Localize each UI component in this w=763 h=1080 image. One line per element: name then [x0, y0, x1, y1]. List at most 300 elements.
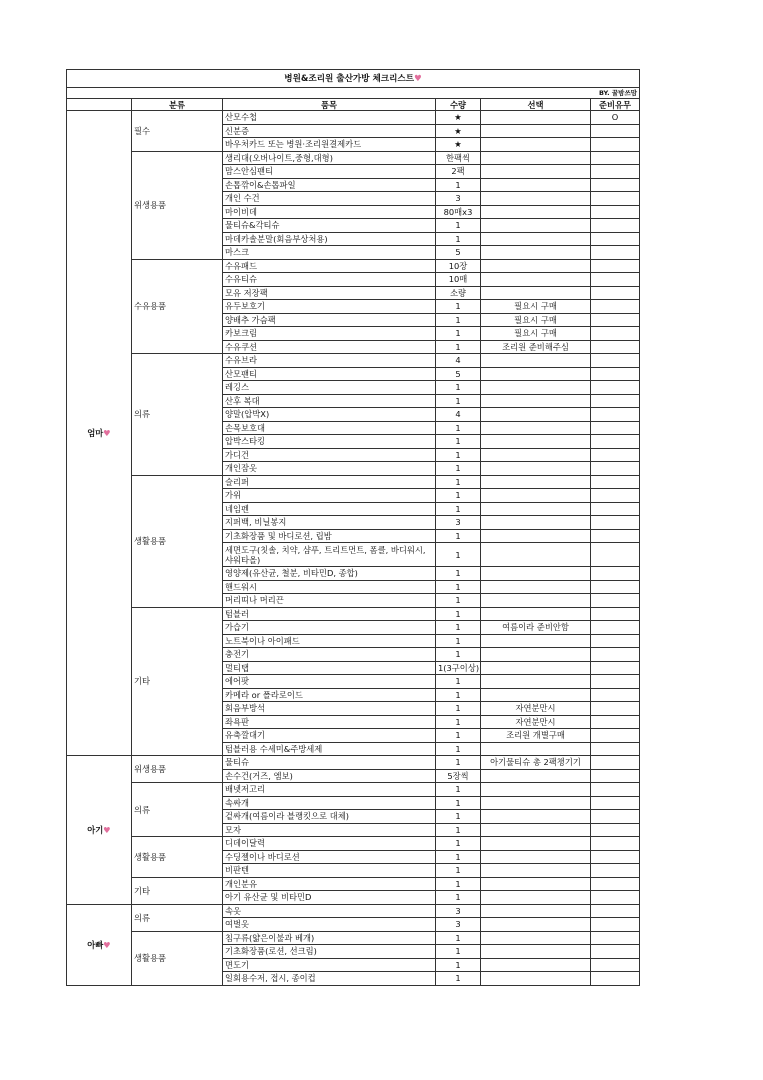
item-qty: 1	[436, 594, 481, 608]
category-cell: 생활용품	[132, 837, 223, 878]
item-qty: 5장씩	[436, 769, 481, 783]
table-row	[67, 151, 640, 165]
item-name: 머리띠나 머리끈	[223, 594, 436, 608]
category-cell: 위생용품	[132, 756, 223, 783]
heart-icon: ♥	[103, 824, 111, 835]
author-row	[67, 88, 640, 99]
item-ready	[591, 810, 640, 824]
item-name: 충전기	[223, 648, 436, 662]
checklist-table	[66, 69, 640, 986]
item-qty: 1	[436, 327, 481, 341]
category-cell: 의류	[132, 354, 223, 476]
item-qty: 1	[436, 313, 481, 327]
item-choice: 필요시 구매	[481, 313, 591, 327]
item-choice	[481, 435, 591, 449]
item-choice	[481, 408, 591, 422]
category-cell: 생활용품	[132, 931, 223, 985]
category-cell: 위생용품	[132, 151, 223, 259]
item-qty: 1	[436, 972, 481, 986]
item-name: 손수건(거즈, 엠보)	[223, 769, 436, 783]
item-choice	[481, 273, 591, 287]
item-choice	[481, 502, 591, 516]
item-qty: 1	[436, 340, 481, 354]
item-name: 겉싸개(여름이라 블랭킷으로 대체)	[223, 810, 436, 824]
item-choice	[481, 543, 591, 567]
title-row	[67, 70, 640, 88]
item-name: 손목보호대	[223, 421, 436, 435]
item-name: 네임펜	[223, 502, 436, 516]
item-ready	[591, 232, 640, 246]
item-qty: 1(3구이상)	[436, 661, 481, 675]
item-choice	[481, 567, 591, 581]
item-name: 개인 수건	[223, 192, 436, 206]
heart-icon: ♥	[103, 939, 111, 950]
group-label: 엄마	[87, 428, 104, 438]
item-qty: 80매x3	[436, 205, 481, 219]
item-name: 산후 복대	[223, 394, 436, 408]
item-name: 노트북이나 아이패드	[223, 634, 436, 648]
item-choice: 자연분만시	[481, 715, 591, 729]
item-choice	[481, 661, 591, 675]
header-category: 분류	[132, 99, 223, 111]
item-ready	[591, 688, 640, 702]
item-choice	[481, 246, 591, 260]
item-ready	[591, 259, 640, 273]
item-ready	[591, 756, 640, 770]
item-qty: 1	[436, 607, 481, 621]
item-ready	[591, 300, 640, 314]
item-choice	[481, 837, 591, 851]
item-choice: 조리원 개별구매	[481, 729, 591, 743]
item-name: 멀티탭	[223, 661, 436, 675]
item-choice	[481, 354, 591, 368]
item-name: 유두보호기	[223, 300, 436, 314]
item-qty: 10매	[436, 273, 481, 287]
item-ready	[591, 715, 640, 729]
item-choice	[481, 286, 591, 300]
item-qty: 1	[436, 381, 481, 395]
item-name: 개인분유	[223, 877, 436, 891]
item-choice	[481, 516, 591, 530]
item-ready	[591, 340, 640, 354]
item-qty: 1	[436, 567, 481, 581]
header-group	[67, 99, 132, 111]
item-choice	[481, 421, 591, 435]
item-name: 물티슈&각티슈	[223, 219, 436, 233]
item-name: 수유패드	[223, 259, 436, 273]
item-choice	[481, 931, 591, 945]
item-ready	[591, 313, 640, 327]
item-qty: 1	[436, 715, 481, 729]
item-name: 일회용수저, 접시, 종이컵	[223, 972, 436, 986]
item-ready	[591, 448, 640, 462]
item-name: 마이비데	[223, 205, 436, 219]
item-choice	[481, 675, 591, 689]
item-qty: 3	[436, 516, 481, 530]
item-choice	[481, 367, 591, 381]
item-name: 손톱깎이&손톱파일	[223, 178, 436, 192]
item-ready	[591, 850, 640, 864]
item-name: 카메라 or 폴라로이드	[223, 688, 436, 702]
header-choice: 선택	[481, 99, 591, 111]
item-ready	[591, 151, 640, 165]
item-choice: 여름이라 준비안함	[481, 621, 591, 635]
item-qty: 1	[436, 502, 481, 516]
item-name: 산모팬티	[223, 367, 436, 381]
item-ready	[591, 178, 640, 192]
item-ready	[591, 594, 640, 608]
item-name: 수유티슈	[223, 273, 436, 287]
item-ready	[591, 273, 640, 287]
item-ready	[591, 904, 640, 918]
item-name: 카보크림	[223, 327, 436, 341]
item-choice	[481, 594, 591, 608]
item-qty: 1	[436, 421, 481, 435]
item-qty: 1	[436, 877, 481, 891]
category-cell: 생활용품	[132, 475, 223, 607]
item-ready	[591, 219, 640, 233]
item-ready	[591, 529, 640, 543]
item-choice	[481, 178, 591, 192]
item-qty: 1	[436, 621, 481, 635]
table-row	[67, 756, 640, 770]
item-qty: 소량	[436, 286, 481, 300]
author-label: BY. 꿀밤쓰맘	[67, 88, 640, 99]
item-name: 가위	[223, 489, 436, 503]
category-cell: 의류	[132, 783, 223, 837]
item-qty: 1	[436, 634, 481, 648]
item-name: 기초화장품 및 바디로션, 립밤	[223, 529, 436, 543]
item-qty: 3	[436, 192, 481, 206]
item-ready	[591, 783, 640, 797]
item-choice	[481, 138, 591, 152]
item-qty: 1	[436, 580, 481, 594]
item-choice	[481, 891, 591, 905]
item-choice	[481, 783, 591, 797]
item-qty: 1	[436, 864, 481, 878]
table-row	[67, 607, 640, 621]
item-name: 속싸개	[223, 796, 436, 810]
item-name: 슬리퍼	[223, 475, 436, 489]
table-row	[67, 111, 640, 125]
item-qty: 1	[436, 837, 481, 851]
category-cell: 의류	[132, 904, 223, 931]
item-name: 바우처카드 또는 병원·조리원결제카드	[223, 138, 436, 152]
item-name: 가디건	[223, 448, 436, 462]
table-row	[67, 354, 640, 368]
item-name: 지퍼백, 비닐봉지	[223, 516, 436, 530]
item-ready	[591, 580, 640, 594]
item-choice	[481, 877, 591, 891]
item-ready	[591, 408, 640, 422]
item-qty: 1	[436, 756, 481, 770]
item-choice	[481, 205, 591, 219]
item-qty: ★	[436, 111, 481, 125]
category-cell: 기타	[132, 877, 223, 904]
item-qty: 1	[436, 945, 481, 959]
item-name: 기초화장품(로션, 선크림)	[223, 945, 436, 959]
item-choice	[481, 219, 591, 233]
item-name: 회음부방석	[223, 702, 436, 716]
item-ready	[591, 394, 640, 408]
item-ready	[591, 138, 640, 152]
item-qty: 1	[436, 435, 481, 449]
item-name: 핸드워시	[223, 580, 436, 594]
header-ready: 준비유무	[591, 99, 640, 111]
item-qty: 1	[436, 219, 481, 233]
item-qty: 5	[436, 246, 481, 260]
item-qty: 1	[436, 543, 481, 567]
item-qty: 1	[436, 729, 481, 743]
item-name: 압박스타킹	[223, 435, 436, 449]
item-ready	[591, 796, 640, 810]
item-name: 마데카솔분말(회음부상처용)	[223, 232, 436, 246]
item-choice	[481, 259, 591, 273]
header-row	[67, 99, 640, 111]
item-ready	[591, 192, 640, 206]
item-qty: 1	[436, 850, 481, 864]
item-qty: 3	[436, 918, 481, 932]
item-ready	[591, 124, 640, 138]
item-name: 맘스안심팬티	[223, 165, 436, 179]
item-name: 모유 저장팩	[223, 286, 436, 300]
item-qty: 1	[436, 675, 481, 689]
item-ready	[591, 354, 640, 368]
item-qty: 1	[436, 462, 481, 476]
item-name: 양말(압박X)	[223, 408, 436, 422]
item-choice	[481, 918, 591, 932]
item-qty: 4	[436, 354, 481, 368]
item-ready	[591, 607, 640, 621]
item-ready	[591, 675, 640, 689]
item-qty: 1	[436, 742, 481, 756]
item-name: 비판텐	[223, 864, 436, 878]
item-ready	[591, 877, 640, 891]
item-qty: 1	[436, 688, 481, 702]
item-name: 텀블러	[223, 607, 436, 621]
item-name: 생리대(오버나이트,중형,대형)	[223, 151, 436, 165]
item-qty: 1	[436, 394, 481, 408]
item-qty: 1	[436, 648, 481, 662]
item-choice	[481, 904, 591, 918]
item-choice	[481, 972, 591, 986]
item-ready	[591, 958, 640, 972]
item-ready	[591, 769, 640, 783]
item-ready	[591, 634, 640, 648]
item-choice	[481, 850, 591, 864]
item-ready	[591, 648, 640, 662]
item-ready	[591, 729, 640, 743]
item-name: 디데이달력	[223, 837, 436, 851]
item-ready	[591, 435, 640, 449]
item-choice	[481, 810, 591, 824]
header-qty: 수량	[436, 99, 481, 111]
item-qty: 4	[436, 408, 481, 422]
item-choice	[481, 580, 591, 594]
item-qty: 5	[436, 367, 481, 381]
title-cell	[67, 70, 640, 88]
item-qty: 1	[436, 178, 481, 192]
group-cell	[67, 756, 132, 905]
item-choice	[481, 165, 591, 179]
group-label: 아빠	[87, 939, 104, 950]
item-name: 가습기	[223, 621, 436, 635]
item-qty: 1	[436, 529, 481, 543]
item-ready	[591, 864, 640, 878]
item-choice	[481, 475, 591, 489]
item-ready	[591, 462, 640, 476]
item-name: 개인잠옷	[223, 462, 436, 476]
item-name: 면도기	[223, 958, 436, 972]
item-ready	[591, 972, 640, 986]
item-choice	[481, 769, 591, 783]
item-choice	[481, 648, 591, 662]
item-ready	[591, 945, 640, 959]
item-choice: 조리원 준비해주심	[481, 340, 591, 354]
item-ready	[591, 891, 640, 905]
group-label: 아기	[87, 824, 104, 835]
table-row	[67, 931, 640, 945]
item-choice	[481, 864, 591, 878]
item-choice	[481, 742, 591, 756]
table-row	[67, 475, 640, 489]
item-qty: 1	[436, 823, 481, 837]
category-cell: 수유용품	[132, 259, 223, 354]
table-row	[67, 783, 640, 797]
table-row	[67, 837, 640, 851]
item-name: 영양제(유산균, 철분, 비타민D, 종합)	[223, 567, 436, 581]
item-choice	[481, 607, 591, 621]
item-choice	[481, 489, 591, 503]
table-row	[67, 877, 640, 891]
item-ready	[591, 421, 640, 435]
item-qty: 1	[436, 489, 481, 503]
item-choice	[481, 151, 591, 165]
item-qty: 1	[436, 702, 481, 716]
item-ready	[591, 931, 640, 945]
item-qty: 1	[436, 810, 481, 824]
item-ready	[591, 367, 640, 381]
item-name: 신분증	[223, 124, 436, 138]
item-choice: 자연분만시	[481, 702, 591, 716]
item-choice: 필요시 구매	[481, 327, 591, 341]
item-qty: 1	[436, 796, 481, 810]
item-qty: 1	[436, 931, 481, 945]
item-name: 텀블러용 수세미&주방세제	[223, 742, 436, 756]
item-ready	[591, 286, 640, 300]
table-row	[67, 904, 640, 918]
item-ready	[591, 661, 640, 675]
item-choice	[481, 381, 591, 395]
item-ready	[591, 246, 640, 260]
item-name: 에어팟	[223, 675, 436, 689]
table-row	[67, 259, 640, 273]
item-choice	[481, 634, 591, 648]
item-qty: 한팩씩	[436, 151, 481, 165]
item-choice: 필요시 구매	[481, 300, 591, 314]
item-qty: 10장	[436, 259, 481, 273]
item-ready	[591, 742, 640, 756]
item-name: 유축깔대기	[223, 729, 436, 743]
item-name: 속옷	[223, 904, 436, 918]
category-cell: 필수	[132, 111, 223, 152]
item-name: 물티슈	[223, 756, 436, 770]
heart-icon: ♥	[103, 428, 111, 438]
group-cell	[67, 111, 132, 756]
item-ready	[591, 489, 640, 503]
item-name: 수유쿠션	[223, 340, 436, 354]
item-name: 산모수첩	[223, 111, 436, 125]
item-name: 마스크	[223, 246, 436, 260]
item-qty: ★	[436, 124, 481, 138]
item-name: 수유브라	[223, 354, 436, 368]
item-choice	[481, 192, 591, 206]
item-name: 레깅스	[223, 381, 436, 395]
item-qty: 1	[436, 300, 481, 314]
item-ready	[591, 381, 640, 395]
item-choice	[481, 111, 591, 125]
item-name: 좌욕판	[223, 715, 436, 729]
item-ready	[591, 918, 640, 932]
item-name: 수딩젤이나 바디로션	[223, 850, 436, 864]
item-qty: 1	[436, 475, 481, 489]
page-title: 병원&조리원 출산가방 체크리스트	[284, 73, 414, 84]
item-ready	[591, 327, 640, 341]
item-ready	[591, 205, 640, 219]
item-choice	[481, 462, 591, 476]
item-ready	[591, 516, 640, 530]
item-ready	[591, 502, 640, 516]
item-choice	[481, 688, 591, 702]
group-cell	[67, 904, 132, 985]
item-ready	[591, 165, 640, 179]
item-name: 침구류(얇은이불과 베개)	[223, 931, 436, 945]
item-name: 세면도구(칫솔, 치약, 샴푸, 트리트먼트, 폼클, 바디워시, 샤워타올)	[223, 543, 436, 567]
item-qty: ★	[436, 138, 481, 152]
item-name: 여벌옷	[223, 918, 436, 932]
item-qty: 1	[436, 783, 481, 797]
item-qty: 1	[436, 958, 481, 972]
item-choice	[481, 958, 591, 972]
item-ready	[591, 702, 640, 716]
item-choice	[481, 232, 591, 246]
item-choice	[481, 796, 591, 810]
item-qty: 2팩	[436, 165, 481, 179]
item-ready	[591, 475, 640, 489]
item-ready	[591, 621, 640, 635]
item-name: 배넷저고리	[223, 783, 436, 797]
item-choice	[481, 945, 591, 959]
item-name: 모자	[223, 823, 436, 837]
item-ready: O	[591, 111, 640, 125]
item-name: 양배추 가슴팩	[223, 313, 436, 327]
item-choice: 아기물티슈 총 2팩챙기기	[481, 756, 591, 770]
item-ready	[591, 837, 640, 851]
item-ready	[591, 543, 640, 567]
item-choice	[481, 394, 591, 408]
item-ready	[591, 823, 640, 837]
item-choice	[481, 823, 591, 837]
item-choice	[481, 529, 591, 543]
item-name: 아기 유산균 및 비타민D	[223, 891, 436, 905]
item-ready	[591, 567, 640, 581]
item-choice	[481, 124, 591, 138]
item-qty: 1	[436, 232, 481, 246]
category-cell: 기타	[132, 607, 223, 756]
item-qty: 1	[436, 448, 481, 462]
header-item: 품목	[223, 99, 436, 111]
item-choice	[481, 448, 591, 462]
